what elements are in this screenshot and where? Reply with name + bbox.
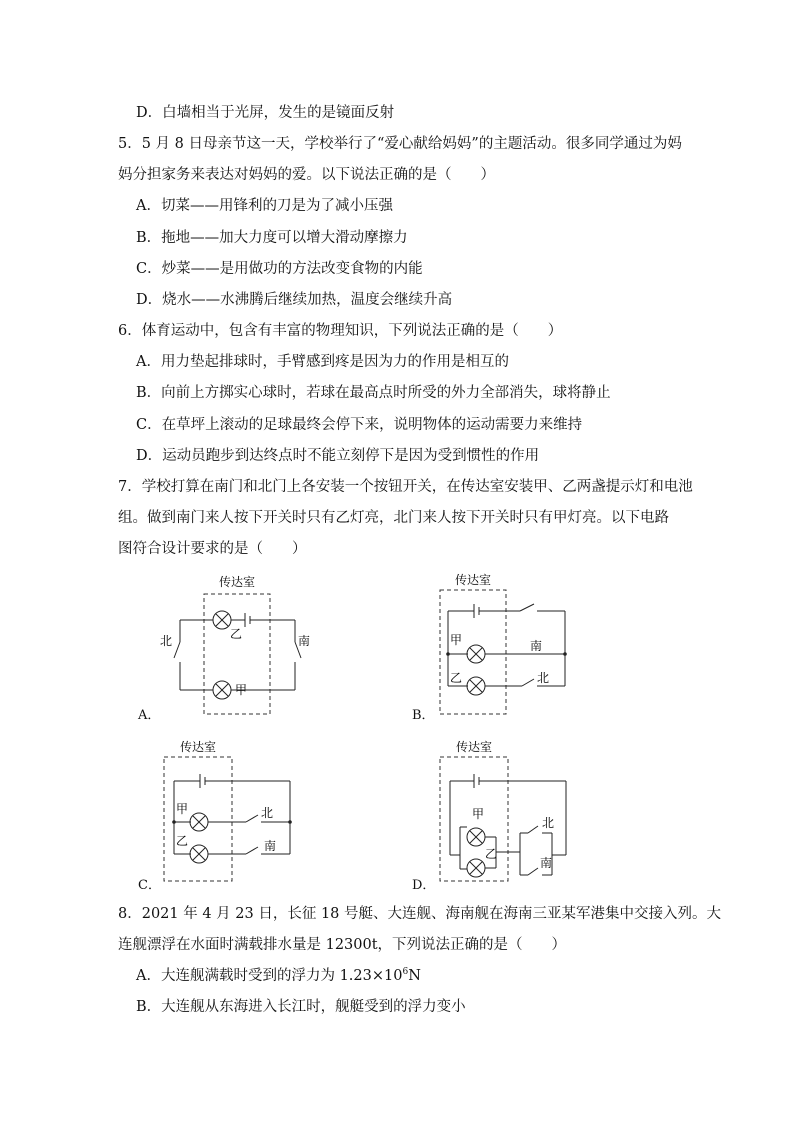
south-switch-label: 南 <box>298 634 310 648</box>
svg-text:甲: 甲 <box>450 633 463 647</box>
svg-text:甲: 甲 <box>472 807 485 821</box>
svg-text:乙: 乙 <box>450 671 463 685</box>
q6-option-b: B．向前上方掷实心球时，若球在最高点时所受的外力全部消失，球将静止 <box>136 385 611 401</box>
lamp-jia-label: 甲 <box>235 683 248 697</box>
q5-stem-line1: 5．5 月 8 日母亲节这一天，学校举行了“爱心献给妈妈”的主题活动。很多同学通过为妈 <box>118 136 682 152</box>
svg-text:乙: 乙 <box>485 847 498 861</box>
svg-text:南: 南 <box>264 839 277 853</box>
svg-text:传达室: 传达室 <box>179 740 217 754</box>
q6-option-c: C．在草坪上滚动的足球最终会停下来，说明物体的运动需要力来维持 <box>136 417 583 433</box>
q6-option-a: A．用力垫起排球时，手臂感到疼是因为力的作用是相互的 <box>136 354 509 370</box>
q6-option-d: D．运动员跑步到达终点时不能立刻停下是因为受到惯性的作用 <box>136 448 540 464</box>
diagram-label-c: C． <box>138 878 161 893</box>
svg-text:北: 北 <box>537 671 550 685</box>
q8-option-a: A．大连舰满载时受到的浮力为 $1.23\times 10^6N$ <box>136 967 421 984</box>
q5-option-d: D．烧水——水沸腾后继续加热，温度会继续升高 <box>136 292 453 308</box>
svg-text:甲: 甲 <box>176 802 189 816</box>
diagram-label-b: B． <box>412 708 435 723</box>
q8-stem-line2: 连舰漂浮在水面时满载排水量是 12300t，下列说法正确的是（ ） <box>118 937 567 953</box>
q8-stem-line1: 8．2021 年 4 月 23 日，长征 18 号艇、大连舰、海南舰在海南三亚某军港集中交接入列。大 <box>118 906 722 922</box>
svg-text:乙: 乙 <box>176 834 189 848</box>
q6-stem: 6．体育运动中，包含有丰富的物理知识，下列说法正确的是（ ） <box>118 323 563 339</box>
svg-text:北: 北 <box>542 816 555 830</box>
diagram-label-a: A． <box>138 708 161 723</box>
diagram-label-d: D． <box>412 878 436 893</box>
svg-text:北: 北 <box>261 806 274 820</box>
svg-text:传达室: 传达室 <box>454 573 492 587</box>
q7-stem-line2: 组。做到南门来人按下开关时只有乙灯亮，北门来人按下开关时只有甲灯亮。以下电路 <box>118 510 669 526</box>
room-label: 传达室 <box>218 575 256 589</box>
q5-stem-line2: 妈分担家务来表达对妈妈的爱。以下说法正确的是（ ） <box>118 167 495 183</box>
q5-option-b: B．拖地——加大力度可以增大滑动摩擦力 <box>136 230 408 246</box>
lamp-yi-label: 乙 <box>230 627 243 641</box>
svg-text:南: 南 <box>530 639 543 653</box>
circuit-diagram-c <box>156 737 306 891</box>
circuit-diagram-b <box>430 570 580 729</box>
north-switch-label: 北 <box>160 634 173 648</box>
q5-option-c: C．炒菜——是用做功的方法改变食物的内能 <box>136 261 423 277</box>
q5-option-a: A．切菜——用锋利的刀是为了减小压强 <box>136 198 393 214</box>
q7-stem-line3: 图符合设计要求的是（ ） <box>118 541 307 557</box>
q4-option-d: D．白墙相当于光屏，发生的是镜面反射 <box>136 105 395 121</box>
q8-option-b: B．大连舰从东海进入长江时，舰艇受到的浮力变小 <box>136 999 466 1015</box>
svg-text:传达室: 传达室 <box>455 740 493 754</box>
svg-text:南: 南 <box>540 856 553 870</box>
q7-stem-line1: 7．学校打算在南门和北门上各安装一个按钮开关，在传达室安装甲、乙两盏提示灯和电池 <box>118 479 693 495</box>
circuit-diagram-d <box>430 737 580 891</box>
